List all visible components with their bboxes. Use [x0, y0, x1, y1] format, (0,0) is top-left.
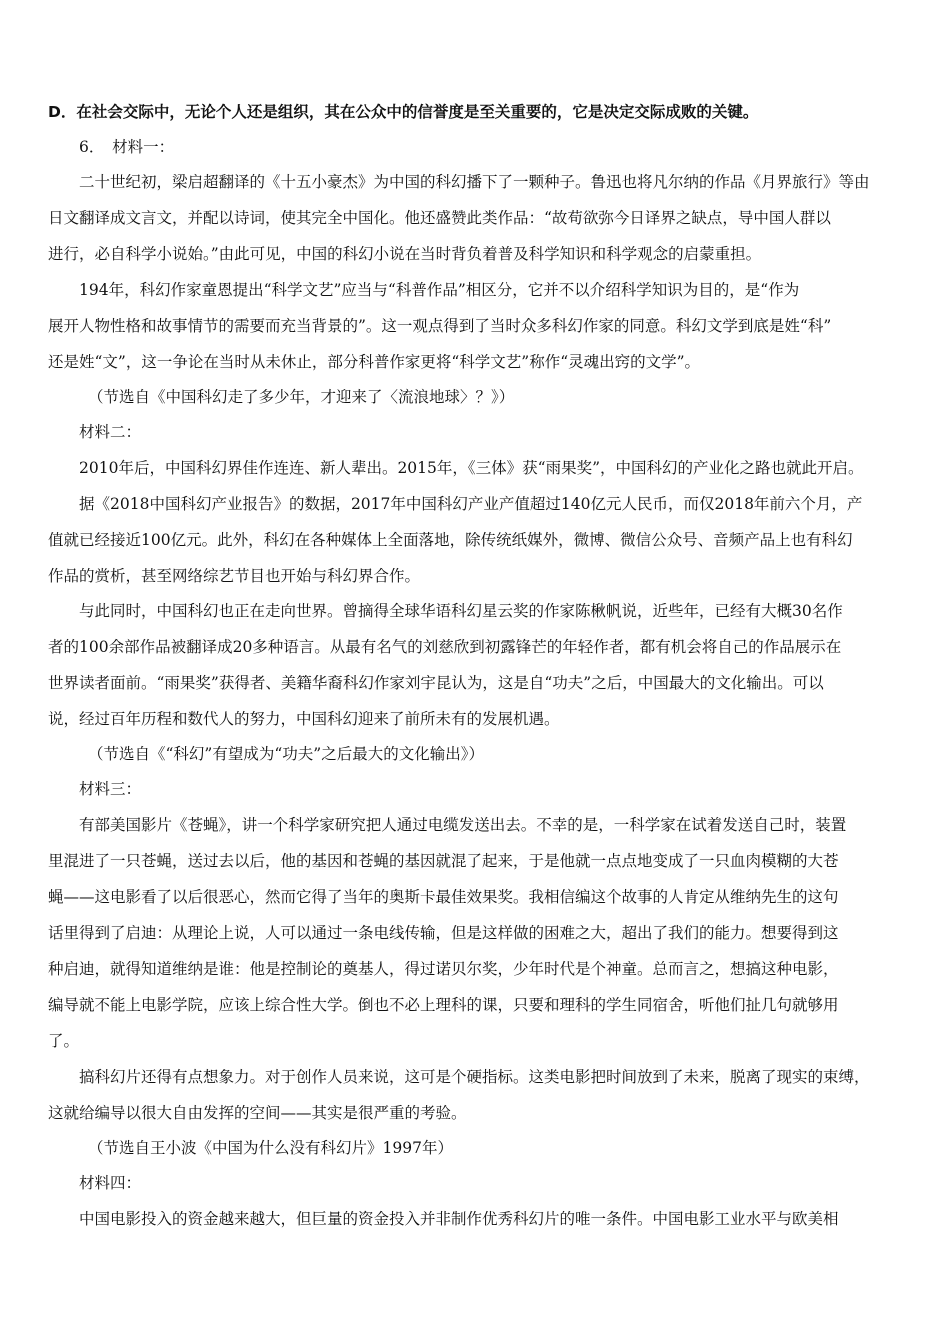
- material-2-line: 与此同时，中国科幻也正在走向世界。曾摘得全球华语科幻星云奖的作家陈楸帆说，近些年，已经有大概30名作: [79, 602, 843, 620]
- material-3-header: 材料三：: [79, 780, 142, 798]
- material-3-line: 了。: [48, 1032, 80, 1050]
- material-1-line: 日文翻译成文言文，并配以诗词，使其完全中国化。他还盛赞此类作品：“故苟欲弥今日译界之缺点，导中国人群以: [48, 209, 831, 227]
- material-1-source: （节选自《中国科幻走了多少年，才迎来了〈流浪地球〉？》）: [88, 388, 515, 406]
- material-3-line: 搞科幻片还得有点想象力。对于创作人员来说，这可是个硬指标。这类电影把时间放到了未来，脱离了现实的束缚，: [79, 1068, 870, 1086]
- material-1-line: 展开人物性格和故事情节的需要而充当背景的”。这一观点得到了当时众多科幻作家的同意。科幻文学到底是姓“科”: [48, 317, 832, 335]
- material-3-line: 蝇——这电影看了以后很恶心，然而它得了当年的奥斯卡最佳效果奖。我相信编这个故事的人肯定从维纳先生的这句: [48, 888, 839, 906]
- material-3-line: 种启迪，就得知道维纳是谁：他是控制论的奠基人，得过诺贝尔奖，少年时代是个神童。总而言之，想搞这种电影，: [48, 960, 839, 978]
- option-d: D．在社会交际中，无论个人还是组织，其在公众中的信誉度是至关重要的，它是决定交际成败的关键。: [48, 103, 759, 121]
- material-2-line: 者的100余部作品被翻译成20多种语言。从最有名气的刘慈欣到初露锋芒的年轻作者，都有机会将自己的作品展示在: [48, 638, 842, 656]
- material-4-line: 中国电影投入的资金越来越大，但巨量的资金投入并非制作优秀科幻片的唯一条件。中国电影工业水平与欧美相: [79, 1210, 839, 1228]
- material-3-line: 这就给编导以很大自由发挥的空间——其实是很严重的考验。: [48, 1104, 467, 1122]
- material-1-line: 二十世纪初，梁启超翻译的《十五小豪杰》为中国的科幻播下了一颗种子。鲁迅也将凡尔纳的作品《月界旅行》等由: [79, 173, 870, 191]
- material-2-line: 说，经过百年历程和数代人的努力，中国科幻迎来了前所未有的发展机遇。: [48, 710, 560, 728]
- material-3-line: 话里得到了启迪：从理论上说，人可以通过一条电线传输，但是这样做的困难之大，超出了我们的能力。想要得到这: [48, 924, 839, 942]
- material-1-line: 194年，科幻作家童恩提出“科学文艺”应当与“科普作品”相区分，它并不以介绍科学知识为目的，是“作为: [79, 281, 800, 299]
- material-2-line: 值就已经接近100亿元。此外，科幻在各种媒体上全面落地，除传统纸媒外，微博、微信公众号、音频产品上也有科幻: [48, 531, 853, 549]
- material-3-line: 有部美国影片《苍蝇》，讲一个科学家研究把人通过电缆发送出去。不幸的是，一科学家在试着发送自己时，装置: [79, 816, 847, 834]
- material-1-line: 还是姓“文”，这一争论在当时从未休止，部分科普作家更将“科学文艺”称作“灵魂出窍的文学”。: [48, 353, 701, 371]
- material-2-header: 材料二：: [79, 423, 142, 441]
- material-2-line: 世界读者面前。“雨果奖”获得者、美籍华裔科幻作家刘宇昆认为，这是自“功夫”之后，中国最大的文化输出。可以: [48, 674, 824, 692]
- material-2-line: 据《2018中国科幻产业报告》的数据，2017年中国科幻产业产值超过140亿元人民币，而仅2018年前六个月，产: [79, 495, 863, 513]
- material-1-line: 进行，必自科学小说始。”由此可见，中国的科幻小说在当时背负着普及科学知识和科学观念的启蒙重担。: [48, 245, 762, 263]
- material-2-line: 作品的赏析，甚至网络综艺节目也开始与科幻界合作。: [48, 567, 421, 585]
- material-3-line: 编导就不能上电影学院，应该上综合性大学。倒也不必上理科的课，只要和理科的学生同宿舍，听他们扯几句就够用: [48, 996, 839, 1014]
- material-3-source: （节选自王小波《中国为什么没有科幻片》1997年）: [88, 1139, 453, 1157]
- material-2-source: （节选自《“科幻”有望成为“功夫”之后最大的文化输出》）: [88, 745, 484, 763]
- material-3-line: 里混进了一只苍蝇，送过去以后，他的基因和苍蝇的基因就混了起来，于是他就一点点地变成了一只血肉模糊的大苍: [48, 852, 839, 870]
- question-6-header: 6． 材料一：: [79, 138, 175, 156]
- material-2-line: 2010年后，中国科幻界佳作连连、新人辈出。2015年，《三体》获“雨果奖”，中国科幻的产业化之路也就此开启。: [79, 459, 864, 477]
- material-4-header: 材料四：: [79, 1174, 142, 1192]
